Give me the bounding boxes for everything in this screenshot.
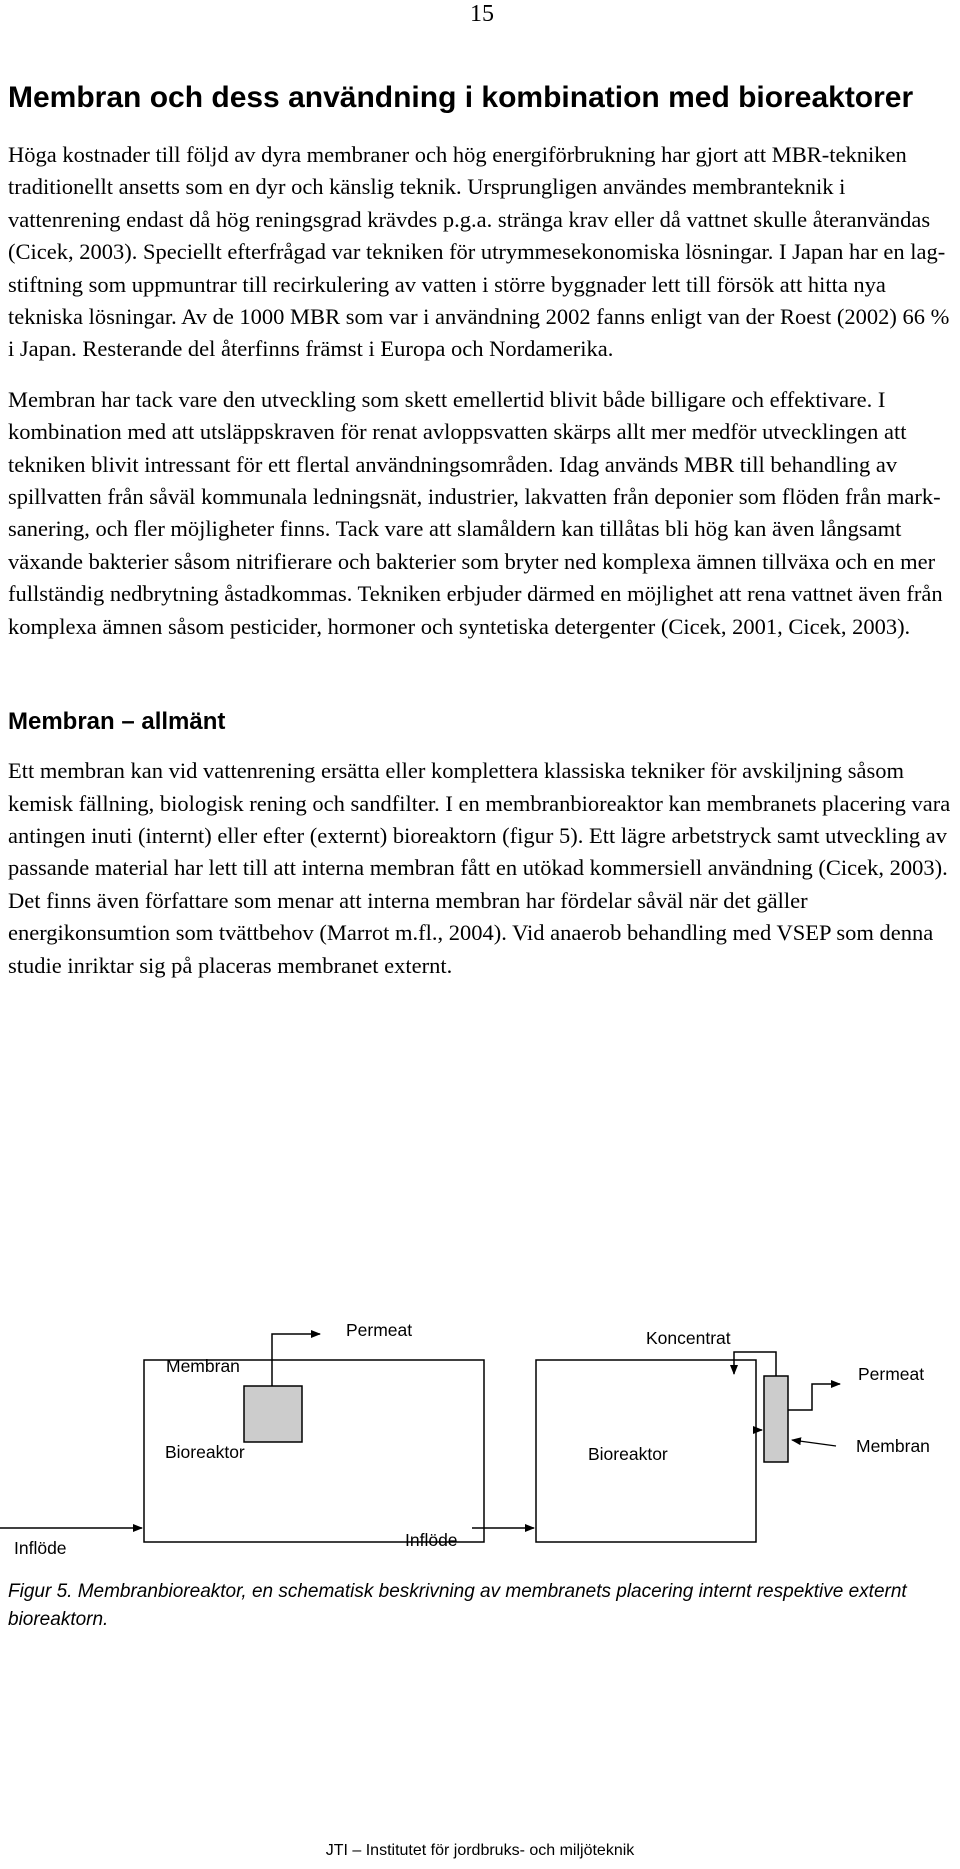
figure-caption: Figur 5. Membranbioreaktor, en schematisk beskrivning av membranets placering internt respektive externt bioreaktorn. bbox=[8, 1581, 907, 1630]
external-membrane-box bbox=[764, 1376, 788, 1462]
external-permeat-label: Permeat bbox=[858, 1364, 925, 1384]
main-content bbox=[8, 78, 953, 1000]
section-heading: Membran och dess användning i kombination med bioreaktorer bbox=[8, 81, 914, 114]
paragraph: Membran har tack vare den utveckling som skett emellertid blivit både billigare och effektivare. I kombination med att utsläppskraven för renat avloppsvatten skärps allt mer medför utvecklingen att tekniken blivit intressant för ett flertal användningsområden. Idag används MBR till behandling av spillvatten från såväl kommunala ledningsnät, industrier, lakvatten från deponier som flöden från marksanering, och fler möjligheter finns. Tack vare att slamåldern kan tillåtas bli hög kan även långsamt växande bakterier såsom nitrifierare och bakterier som bryter ned komplexa ämnen tillväxa och en mer fullständig nedbrytning åstadkommas. Tekniken erbjuder därmed en möjlighet att rena vattnet även från komplexa ämnen såsom pesticider, hormoner och syntetiska detergenter (Cicek, 2001, Cicek, 2003). bbox=[8, 386, 943, 639]
internal-bioreaktor-label: Bioreaktor bbox=[165, 1442, 245, 1462]
external-infloede-label: Inflöde bbox=[405, 1530, 458, 1550]
external-bioreaktor-label: Bioreaktor bbox=[588, 1444, 668, 1464]
external-permeat-arrow bbox=[788, 1384, 840, 1410]
internal-membran-label: Membran bbox=[166, 1356, 240, 1376]
page-footer: JTI – Institutet för jordbruks- och miljöteknik bbox=[325, 1842, 635, 1859]
mbr-diagram bbox=[0, 1318, 960, 1568]
page-number: 15 bbox=[470, 1, 494, 27]
internal-infloede-label: Inflöde bbox=[14, 1538, 67, 1558]
external-koncentrat-label: Koncentrat bbox=[646, 1328, 731, 1348]
external-membran-label: Membran bbox=[856, 1436, 930, 1456]
external-membran-pointer bbox=[792, 1440, 836, 1446]
paragraph: Höga kostnader till följd av dyra membraner och hög energiförbrukning har gjort att MBR-tekniken traditionellt ansetts som en dyr och känslig teknik. Ursprungligen användes membranteknik i vattenrening endast då hög reningsgrad krävdes p.g.a. stränga krav eller då vattnet skulle återanvändas (Cicek, 2003). Speciellt efterfrågad var tekniken för utrymmesekonomiska lösningar. I Japan har en lagstiftning som uppmuntrar till recirkulering av vatten i större byggnader lett till försök att hitta nya tekniska lösningar. Av de 1000 MBR som var i användning 2002 fanns enligt van der Roest (2002) 66 % i Japan. Resterande del återfinns främst i Europa och Nordamerika. bbox=[8, 142, 950, 362]
figure-5 bbox=[0, 1318, 960, 1568]
subsection-heading: Membran – allmänt bbox=[8, 708, 226, 736]
paragraph: Ett membran kan vid vattenrening ersätta eller komplettera klassiska tekniker för avskiljning såsom kemisk fällning, biologisk rening och sandfilter. I en membranbioreaktor kan membranets placering vara antingen inuti (internt) eller efter (externt) bioreaktorn (figur 5). Ett lägre arbetstryck samt utveckling av passande material har lett till att interna membran fått en utökad kommersiell användning (Cicek, 2003). Det finns även författare som menar att interna membran har fördelar såväl när det gäller energikonsumtion som tvättbehov (Marrot m.fl., 2004). Vid anaerob behandling med VSEP som denna studie inriktar sig på placeras membranet externt. bbox=[8, 758, 951, 978]
internal-membrane-box bbox=[244, 1386, 302, 1442]
internal-permeat-label: Permeat bbox=[346, 1320, 413, 1340]
